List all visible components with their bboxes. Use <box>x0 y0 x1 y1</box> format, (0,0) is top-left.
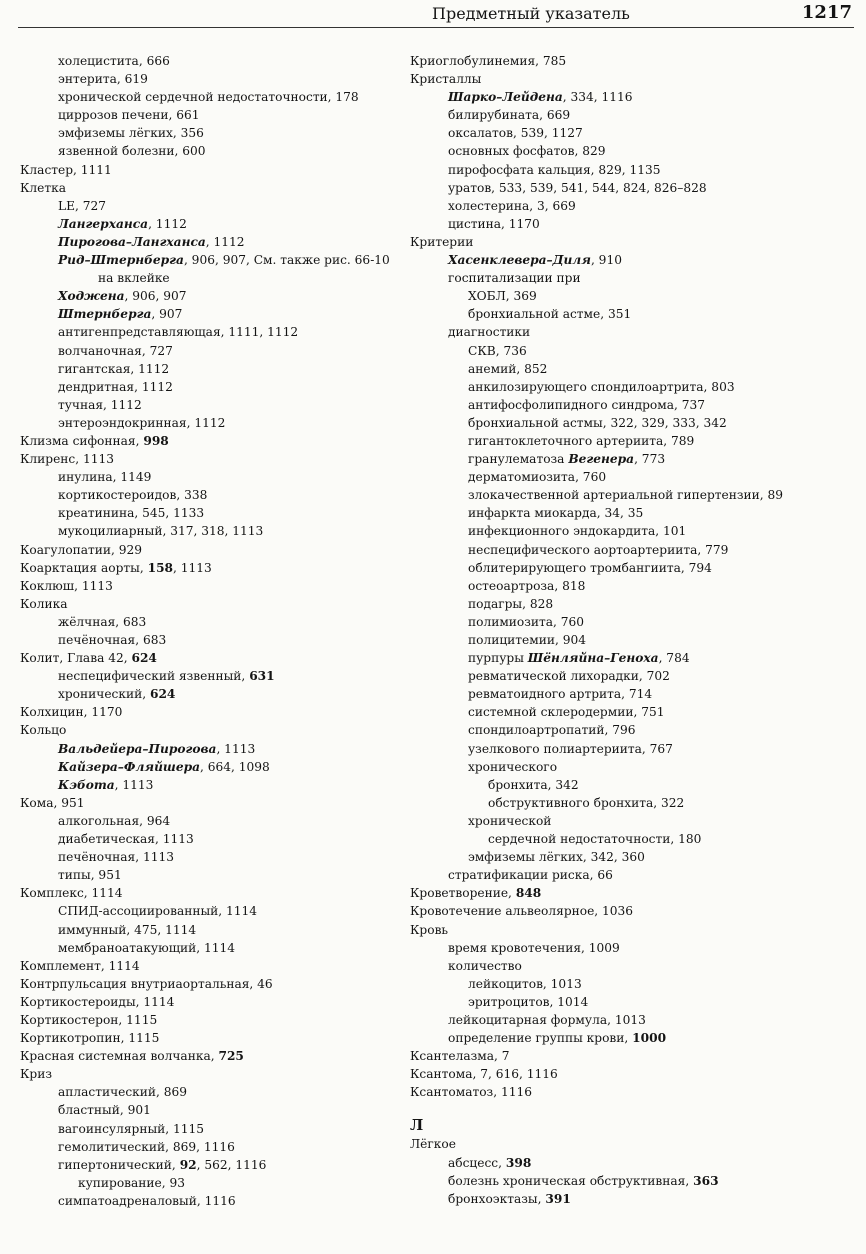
entry-text: Ксантома, 7, 616, 1116 <box>410 1067 558 1082</box>
entry-text: , 1112 <box>148 216 187 231</box>
index-entry <box>20 88 404 106</box>
entry-text: , 906, 907, См. также рис. 66-10 <box>183 253 390 268</box>
entry-text: Комплемент, 1114 <box>20 958 140 973</box>
entry-text: Красная системная волчанка, <box>20 1049 219 1064</box>
entry-text: гемолитический, 869, 1116 <box>58 1139 235 1154</box>
index-entry <box>20 396 404 414</box>
index-entry <box>410 1065 856 1083</box>
index-entry <box>410 522 856 540</box>
index-entry <box>410 450 856 468</box>
entry-text: , 664, 1098 <box>200 759 270 774</box>
entry-text: хронической сердечной недостаточности, 178 <box>58 90 359 105</box>
index-entry <box>20 124 404 142</box>
index-entry <box>20 251 404 269</box>
index-entry <box>20 685 404 703</box>
entry-text: хронический, <box>58 687 150 702</box>
index-entry <box>410 1154 856 1172</box>
entry-text: Кровотечение альвеолярное, 1036 <box>410 904 634 919</box>
index-entry <box>20 142 404 160</box>
index-entry <box>20 1101 404 1119</box>
entry-text: обструктивного бронхита, 322 <box>488 795 685 810</box>
entry-text: Кристаллы <box>410 72 482 87</box>
index-entry <box>410 613 856 631</box>
index-entry <box>20 1083 404 1101</box>
main-page-ref: 92 <box>179 1157 197 1172</box>
index-entry <box>20 486 404 504</box>
entry-text: мукоцилиарный, 317, 318, 1113 <box>58 524 264 539</box>
right-column <box>410 52 856 1208</box>
entry-text: бронхоэктазы, <box>448 1191 546 1206</box>
eponym-term: Рид–Штернберга <box>58 253 184 268</box>
entry-text: Коагулопатии, 929 <box>20 542 143 557</box>
index-entry <box>410 685 856 703</box>
index-entry <box>20 269 404 287</box>
index-entry <box>410 703 856 721</box>
entry-text: Ксантоматоз, 1116 <box>410 1085 532 1100</box>
index-entry <box>410 396 856 414</box>
index-entry <box>410 559 856 577</box>
entry-text: антифосфолипидного синдрома, 737 <box>468 397 705 412</box>
entry-text: Кластер, 1111 <box>20 162 112 177</box>
entry-text: полимиозита, 760 <box>468 614 585 629</box>
entry-text: мембраноатакующий, 1114 <box>58 940 236 955</box>
index-entry <box>20 812 404 830</box>
index-entry <box>20 830 404 848</box>
entry-text: облитерирующего тромбангиита, 794 <box>468 560 712 575</box>
index-entry <box>410 88 856 106</box>
eponym-term: Лангерханса <box>58 216 149 231</box>
entry-text: инфаркта миокарда, 34, 35 <box>468 506 644 521</box>
entry-text: , 906, 907 <box>124 289 187 304</box>
index-entry <box>410 305 856 323</box>
entry-text: Колит, Глава 42, <box>20 651 132 666</box>
entry-text: системной склеродермии, 751 <box>468 705 665 720</box>
index-entry <box>20 703 404 721</box>
index-entry <box>20 52 404 70</box>
entry-text: циррозов печени, 661 <box>58 108 200 123</box>
entry-text: Комплекс, 1114 <box>20 886 123 901</box>
entry-text: неспецифического аортоартериита, 779 <box>468 542 729 557</box>
entry-text: инфекционного эндокардита, 101 <box>468 524 687 539</box>
entry-text: Колхицин, 1170 <box>20 705 123 720</box>
entry-text: гранулематоза <box>468 452 569 467</box>
index-entry <box>410 649 856 667</box>
entry-text: подагры, 828 <box>468 596 554 611</box>
index-entry <box>410 939 856 957</box>
entry-text: LE, 727 <box>58 198 107 213</box>
index-entry <box>20 631 404 649</box>
index-entry <box>20 848 404 866</box>
running-title: Предметный указатель <box>432 4 630 23</box>
entry-text: стратификации риска, 66 <box>448 868 613 883</box>
index-entry <box>20 1174 404 1192</box>
entry-text: хронической <box>468 813 552 828</box>
entry-text: , 1113 <box>114 777 154 792</box>
main-page-ref: 998 <box>143 433 169 448</box>
index-entry <box>20 70 404 88</box>
index-entry <box>410 902 856 920</box>
entry-text: иммунный, 475, 1114 <box>58 922 197 937</box>
entry-text: печёночная, 1113 <box>58 850 174 865</box>
entry-text: Кома, 951 <box>20 795 85 810</box>
entry-text: алкогольная, 964 <box>58 813 171 828</box>
index-entry <box>410 142 856 160</box>
entry-text: Кортикостерон, 1115 <box>20 1012 158 1027</box>
index-entry <box>410 667 856 685</box>
index-entry <box>20 939 404 957</box>
index-entry <box>410 1172 856 1190</box>
index-entry <box>410 106 856 124</box>
index-entry <box>410 269 856 287</box>
index-entry <box>410 957 856 975</box>
index-entry <box>20 179 404 197</box>
entry-text: пирофосфата кальция, 829, 1135 <box>448 162 661 177</box>
entry-text: Криоглобулинемия, 785 <box>410 54 567 68</box>
main-page-ref: 398 <box>505 1155 532 1170</box>
index-entry <box>20 595 404 613</box>
eponym-term: Штернберга <box>58 307 152 322</box>
entry-text: , 773 <box>634 452 666 467</box>
index-entry <box>20 613 404 631</box>
index-entry <box>410 414 856 432</box>
index-entry <box>20 1138 404 1156</box>
entry-text: полицитемии, 904 <box>468 633 586 647</box>
page-number: 1217 <box>801 2 852 23</box>
index-entry <box>410 830 856 848</box>
entry-text: язвенной болезни, 600 <box>58 144 206 159</box>
entry-text: , 907 <box>151 307 183 322</box>
index-entry <box>20 450 404 468</box>
index-entry <box>20 161 404 179</box>
index-entry <box>410 197 856 215</box>
index-entry <box>20 975 404 993</box>
entry-text: жёлчная, 683 <box>58 614 147 629</box>
page-header <box>0 0 866 40</box>
index-entry <box>20 1120 404 1138</box>
index-entry <box>20 577 404 595</box>
index-entry <box>410 323 856 341</box>
index-entry <box>20 468 404 486</box>
entry-text: время кровотечения, 1009 <box>448 940 620 955</box>
entry-text: билирубината, 669 <box>448 108 571 123</box>
entry-text: абсцесс, <box>448 1155 506 1170</box>
index-entry <box>410 1047 856 1065</box>
index-entry <box>20 541 404 559</box>
entry-text: эмфиземы лёгких, 342, 360 <box>468 850 645 865</box>
entry-text: Кольцо <box>20 723 67 738</box>
eponym-term: Вальдейера–Пирогова <box>58 741 217 756</box>
index-entry <box>20 197 404 215</box>
entry-text: , 1113 <box>216 741 256 756</box>
index-entry <box>410 287 856 305</box>
index-entry <box>410 504 856 522</box>
index-entry <box>20 360 404 378</box>
index-entry <box>20 866 404 884</box>
index-entry <box>20 740 404 758</box>
entry-text: ХОБЛ, 369 <box>468 289 537 304</box>
index-entry <box>410 468 856 486</box>
entry-text: дерматомиозита, 760 <box>468 470 607 485</box>
index-entry <box>20 215 404 233</box>
index-entry <box>20 667 404 685</box>
entry-text: сердечной недостаточности, 180 <box>488 832 702 847</box>
index-entry <box>20 957 404 975</box>
index-entry <box>410 161 856 179</box>
index-entry <box>20 342 404 360</box>
index-entry <box>20 1192 404 1210</box>
entry-text: Кроветворение, <box>410 886 516 901</box>
entry-text: Критерии <box>410 234 474 249</box>
entry-text: энтероэндокринная, 1112 <box>58 415 226 430</box>
entry-text: , 1113 <box>173 560 212 575</box>
index-entry <box>410 776 856 794</box>
entry-text: бластный, 901 <box>58 1103 151 1118</box>
index-entry <box>410 215 856 233</box>
index-entry <box>410 884 856 902</box>
index-entry <box>410 1190 856 1208</box>
index-entry <box>410 993 856 1011</box>
index-entry <box>20 902 404 920</box>
entry-text: цистина, 1170 <box>448 216 540 231</box>
entry-text: , 334, 1116 <box>562 90 633 105</box>
entry-text: печёночная, 683 <box>58 633 167 647</box>
entry-text: лейкоцитарная формула, 1013 <box>448 1012 646 1027</box>
index-entry <box>410 1011 856 1029</box>
header-rule <box>18 27 854 28</box>
index-entry <box>410 866 856 884</box>
entry-text: хронического <box>468 759 558 774</box>
index-entry <box>410 541 856 559</box>
index-entry <box>20 287 404 305</box>
index-entry <box>410 486 856 504</box>
entry-text: , 1112 <box>205 234 245 249</box>
index-entry <box>410 721 856 739</box>
eponym-term: Кэбота <box>58 777 115 792</box>
index-entry <box>20 504 404 522</box>
entry-text: тучная, 1112 <box>58 397 142 412</box>
entry-text: ревматоидного артрита, 714 <box>468 687 653 702</box>
index-entry <box>20 1047 404 1065</box>
index-entry <box>410 360 856 378</box>
index-entry <box>20 884 404 902</box>
index-entry <box>410 378 856 396</box>
index-entry <box>20 432 404 450</box>
entry-text: пурпуры <box>468 651 528 666</box>
entry-text: типы, 951 <box>58 868 122 883</box>
entry-text: СКВ, 736 <box>468 343 527 358</box>
entry-text: узелкового полиартериита, 767 <box>468 741 673 756</box>
eponym-term: Хасенклевера–Диля <box>448 253 591 268</box>
entry-text: лейкоцитов, 1013 <box>468 976 582 991</box>
index-entry <box>20 758 404 776</box>
index-entry <box>410 1029 856 1047</box>
main-page-ref: 631 <box>249 669 275 684</box>
eponym-term: Кайзера–Фляйшера <box>58 759 201 774</box>
entry-text: ревматической лихорадки, 702 <box>468 669 670 684</box>
entry-text: количество <box>448 958 522 973</box>
eponym-term: Пирогова–Лангханса <box>58 234 206 249</box>
index-entry <box>410 577 856 595</box>
entry-text: основных фосфатов, 829 <box>448 144 606 159</box>
index-entry <box>410 595 856 613</box>
entry-text: спондилоартропатий, 796 <box>468 723 636 738</box>
entry-text: гигантоклеточного артериита, 789 <box>468 433 695 448</box>
index-entry <box>410 812 856 830</box>
entry-text: госпитализации при <box>448 271 581 286</box>
entry-text: инулина, 1149 <box>58 470 152 485</box>
main-page-ref: 1000 <box>632 1031 667 1046</box>
entry-text: , 910 <box>590 253 622 268</box>
index-entry <box>20 305 404 323</box>
index-entry <box>410 758 856 776</box>
main-page-ref: 624 <box>149 687 176 702</box>
entry-text: холецистита, 666 <box>58 54 170 68</box>
entry-text: Колика <box>20 596 68 611</box>
entry-text: анкилозирующего спондилоартрита, 803 <box>468 379 735 394</box>
entry-text: энтерита, 619 <box>58 72 148 87</box>
entry-text: апластический, 869 <box>58 1085 188 1100</box>
entry-text: бронхиальной астме, 351 <box>468 307 632 322</box>
entry-text: уратов, 533, 539, 541, 544, 824, 826–828 <box>448 180 707 195</box>
index-entry <box>410 921 856 939</box>
entry-text: СПИД-ассоциированный, 1114 <box>58 904 258 919</box>
index-entry <box>20 921 404 939</box>
entry-text: Криз <box>20 1067 53 1082</box>
entry-text: Коарктация аорты, <box>20 560 148 575</box>
entry-text: оксалатов, 539, 1127 <box>448 126 583 141</box>
index-entry <box>20 522 404 540</box>
index-entry <box>20 1011 404 1029</box>
index-entry <box>410 342 856 360</box>
entry-text: остеоартроза, 818 <box>468 578 586 593</box>
index-entry <box>20 1156 404 1174</box>
index-entry <box>20 993 404 1011</box>
entry-text: Ксантелазма, 7 <box>410 1049 510 1064</box>
left-column <box>20 52 404 1210</box>
index-entry <box>20 378 404 396</box>
entry-text: волчаночная, 727 <box>58 343 173 358</box>
entry-text: гигантская, 1112 <box>58 361 170 376</box>
eponym-term: Ходжена <box>58 289 125 304</box>
entry-text: Контрпульсация внутриаортальная, 46 <box>20 976 273 991</box>
index-entry <box>20 794 404 812</box>
entry-text: эмфиземы лёгких, 356 <box>58 126 204 141</box>
index-entry <box>20 1065 404 1083</box>
entry-text: бронхита, 342 <box>488 777 579 792</box>
entry-text: Кортикотропин, 1115 <box>20 1031 160 1046</box>
entry-text: холестерина, 3, 669 <box>448 198 576 213</box>
entry-text: эритроцитов, 1014 <box>468 994 589 1009</box>
entry-text: диабетическая, 1113 <box>58 832 194 847</box>
index-entry <box>410 794 856 812</box>
entry-text: симпатоадреналовый, 1116 <box>58 1193 236 1208</box>
index-entry <box>410 975 856 993</box>
main-page-ref: 363 <box>693 1173 719 1188</box>
entry-text: кортикостероидов, 338 <box>58 488 208 503</box>
main-page-ref: 158 <box>147 560 174 575</box>
entry-text: Клизма сифонная, <box>20 433 144 448</box>
entry-text: анемий, 852 <box>468 361 548 376</box>
entry-text: Лёгкое <box>410 1137 456 1152</box>
entry-text: вагоинсулярный, 1115 <box>58 1121 205 1136</box>
index-entry <box>20 559 404 577</box>
index-entry <box>20 649 404 667</box>
index-entry <box>20 233 404 251</box>
index-entry <box>20 106 404 124</box>
index-entry <box>20 721 404 739</box>
index-entry <box>410 124 856 142</box>
index-entry <box>20 776 404 794</box>
main-page-ref: 848 <box>515 886 542 901</box>
entry-text: дендритная, 1112 <box>58 379 173 394</box>
entry-text: определение группы крови, <box>448 1031 633 1046</box>
entry-text: злокачественной артериальной гипертензии, 89 <box>468 488 784 503</box>
eponym-term: Вегенера <box>568 452 635 467</box>
entry-text: , 562, 1116 <box>196 1157 267 1172</box>
main-page-ref: 624 <box>131 651 157 666</box>
entry-text: купирование, 93 <box>78 1175 186 1190</box>
main-page-ref: 725 <box>218 1049 244 1064</box>
index-entry <box>410 233 856 251</box>
index-entry <box>410 631 856 649</box>
index-entry <box>410 251 856 269</box>
index-entry <box>20 414 404 432</box>
entry-text: диагностики <box>448 325 531 340</box>
entry-text: , 784 <box>658 651 690 666</box>
eponym-term: Шёнляйна–Геноха <box>527 651 659 666</box>
index-entry <box>20 1029 404 1047</box>
entry-text: неспецифический язвенный, <box>58 669 250 684</box>
index-entry <box>410 70 856 88</box>
entry-text: бронхиальной астмы, 322, 329, 333, 342 <box>468 415 727 430</box>
index-entry <box>410 179 856 197</box>
section-letter: Л <box>410 1116 424 1135</box>
index-entry <box>410 740 856 758</box>
entry-text: Коклюш, 1113 <box>20 578 113 593</box>
entry-text: Клиренс, 1113 <box>20 452 115 467</box>
entry-text: болезнь хроническая обструктивная, <box>448 1173 694 1188</box>
entry-text: Клетка <box>20 180 67 195</box>
eponym-term: Шарко–Лейдена <box>448 90 563 105</box>
index-entry <box>410 848 856 866</box>
index-entry <box>20 323 404 341</box>
index-entry <box>410 52 856 70</box>
index-entry <box>410 1135 856 1153</box>
main-page-ref: 391 <box>545 1191 571 1206</box>
entry-text: антигенпредставляющая, 1111, 1112 <box>58 325 299 340</box>
entry-text: креатинина, 545, 1133 <box>58 506 205 521</box>
entry-text: Кортикостероиды, 1114 <box>20 994 175 1009</box>
entry-text: на вклейке <box>98 271 170 286</box>
index-entry <box>410 1083 856 1101</box>
entry-text: Кровь <box>410 922 449 937</box>
index-entry <box>410 432 856 450</box>
entry-text: гипертонический, <box>58 1157 180 1172</box>
